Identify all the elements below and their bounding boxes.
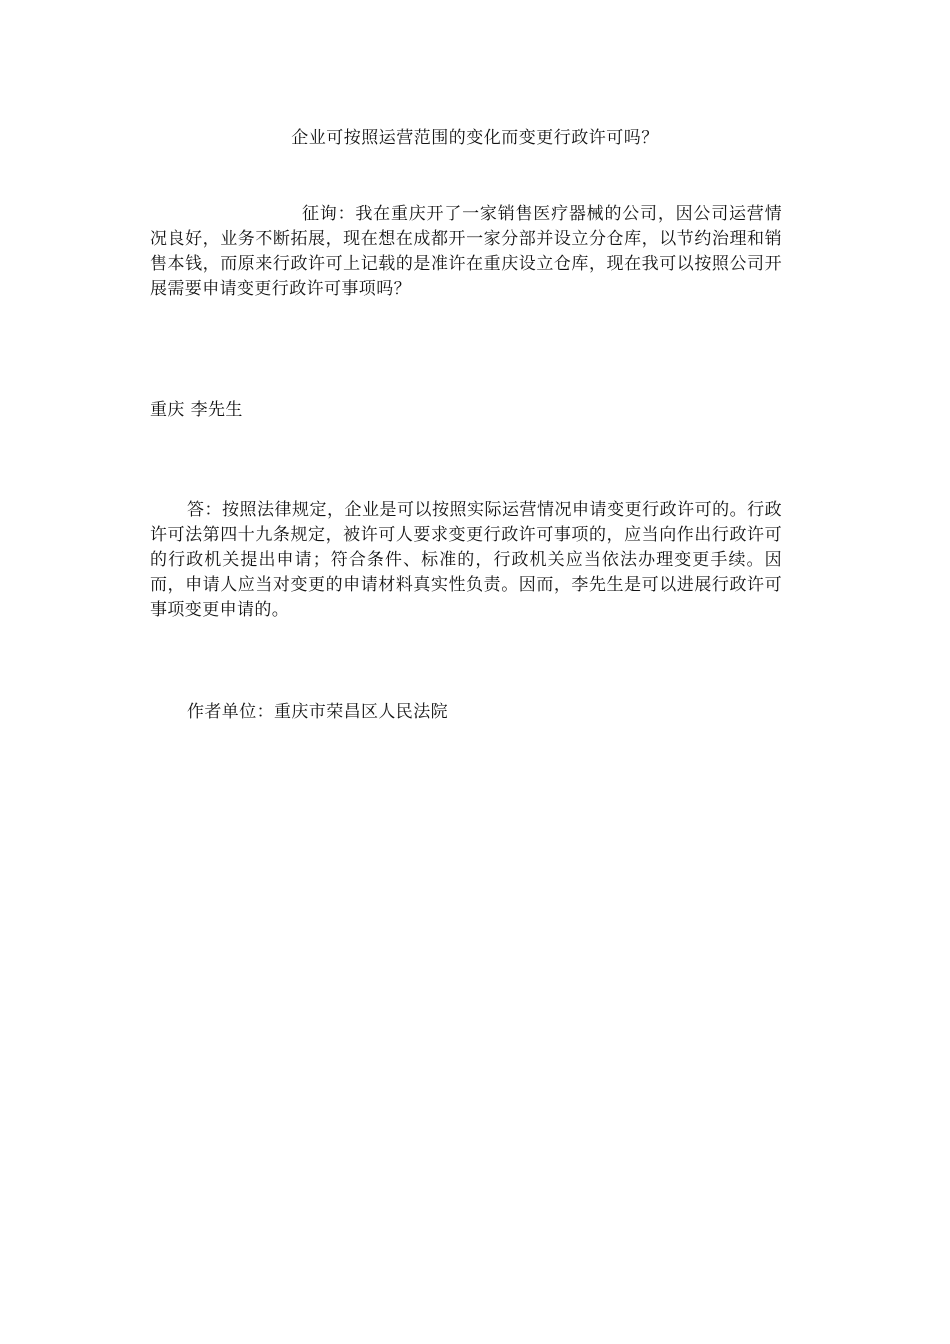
document-title: 企业可按照运营范围的变化而变更行政许可吗？ <box>291 128 659 148</box>
answer-paragraph: 答：按照法律规定，企业是可以按照实际运营情况申请变更行政许可的。行政许可法第四十九条规定，被许可人要求变更行政许可事项的，应当向作出行政许可的行政机关提出申请；符合条件、标准的，行政机关应当依法办理变更手续。因而，申请人应当对变更的申请材料真实性负责。因而，李先生是可以进展行政许可事项变更申请的。 <box>150 500 782 620</box>
questioner-signature: 重庆 李先生 <box>150 400 243 420</box>
author-affiliation: 作者单位：重庆市荣昌区人民法院 <box>187 702 448 722</box>
question-paragraph: 征询：我在重庆开了一家销售医疗器械的公司，因公司运营情况良好，业务不断拓展，现在想在成都开一家分部并设立分仓库，以节约治理和销售本钱，而原来行政许可上记载的是准许在重庆设立仓库，现在我可以按照公司开展需要申请变更行政许可事项吗？ <box>150 204 782 299</box>
